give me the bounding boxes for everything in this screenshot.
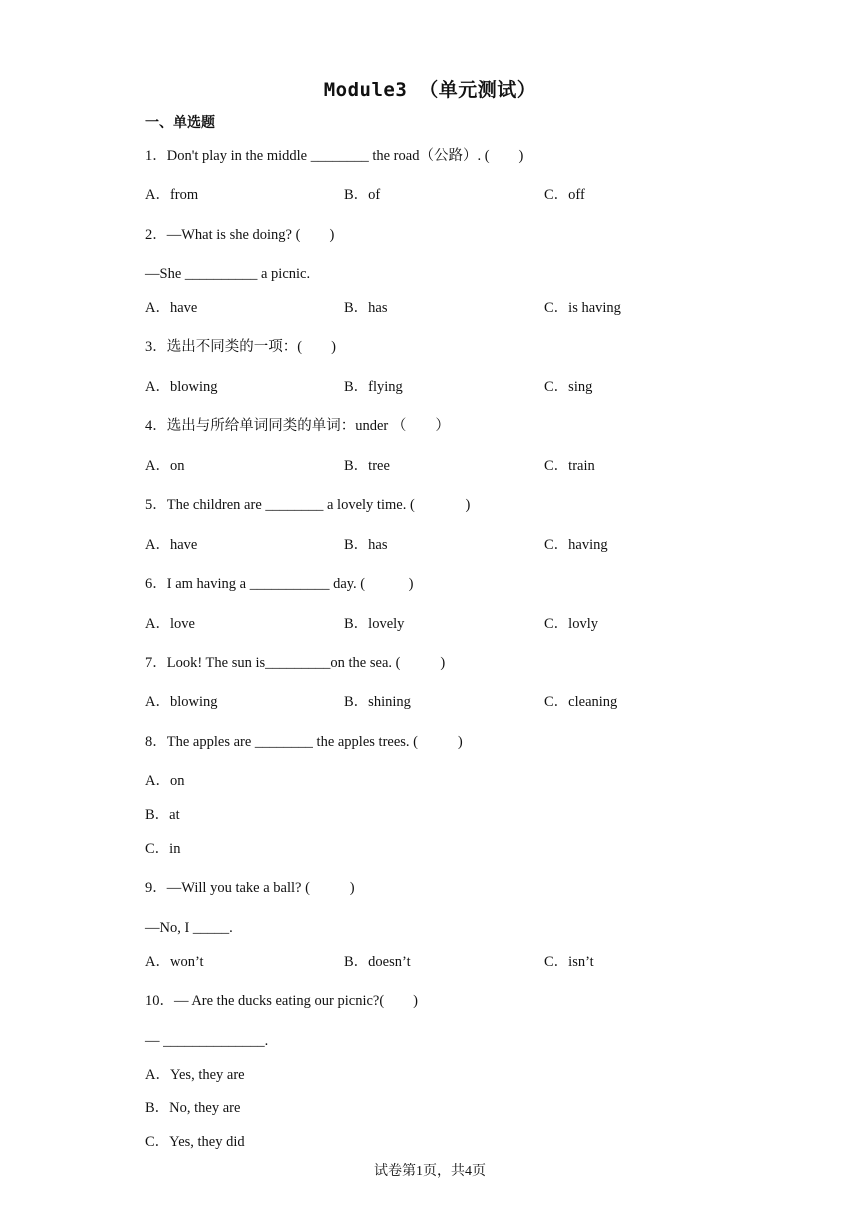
question-8-stem: 8．The apples are ________ the apples trees. ( ) (145, 734, 463, 750)
page-title: Module3 （单元测试） (323, 79, 537, 101)
question-9-option-a: A．won’t (145, 954, 204, 970)
question-8-option-b: B．at (145, 807, 180, 823)
question-1-stem: 1．Don't play in the middle ________ the road（公路）. ( ) (145, 148, 524, 164)
question-8-option-c: C．in (145, 841, 181, 857)
question-7-option-b: B．shining (344, 694, 411, 710)
question-2-option-c: C．is having (544, 300, 621, 316)
question-9-stem: 9．—Will you take a ball? ( ) (145, 880, 355, 896)
question-5-option-c: C．having (544, 537, 608, 553)
question-10-option-a: A．Yes, they are (145, 1067, 245, 1083)
question-2-stem: 2．—What is she doing? ( ) (145, 227, 335, 243)
section-heading: 一、单选题 (145, 115, 215, 131)
question-1-option-c: C．off (544, 187, 585, 203)
question-1-option-b: B．of (344, 187, 381, 203)
question-6-option-c: C．lovly (544, 616, 598, 632)
question-4-stem: 4．选出与所给单词同类的单词：under （ ） (145, 418, 450, 434)
question-3-option-a: A．blowing (145, 379, 218, 395)
question-5-stem: 5．The children are ________ a lovely time. ( ) (145, 497, 471, 513)
question-2-answer-line: —She __________ a picnic. (145, 266, 311, 282)
question-2-option-b: B．has (344, 300, 388, 316)
question-4-option-c: C．train (544, 458, 595, 474)
question-5-option-a: A．have (145, 537, 198, 553)
question-9-option-b: B．doesn’t (344, 954, 411, 970)
question-7-option-a: A．blowing (145, 694, 218, 710)
question-3-stem: 3．选出不同类的一项：( ) (145, 339, 336, 355)
question-10-option-c: C．Yes, they did (145, 1134, 245, 1150)
question-8-option-a: A．on (145, 773, 185, 789)
question-6-option-b: B．lovely (344, 616, 405, 632)
question-10-stem: 10．— Are the ducks eating our picnic?( ) (145, 993, 419, 1009)
question-10-answer-line: — ______________. (145, 1033, 269, 1049)
question-6-stem: 6．I am having a ___________ day. ( ) (145, 576, 414, 592)
question-9-answer-line: —No, I _____. (145, 920, 233, 936)
question-1-option-a: A．from (145, 187, 199, 203)
question-6-option-a: A．love (145, 616, 195, 632)
question-4-option-a: A．on (145, 458, 185, 474)
question-2-option-a: A．have (145, 300, 198, 316)
page-footer: 试卷第1页，共4页 (374, 1164, 486, 1179)
question-3-option-b: B．flying (344, 379, 403, 395)
question-7-option-c: C．cleaning (544, 694, 618, 710)
question-3-option-c: C．sing (544, 379, 593, 395)
question-10-option-b: B．No, they are (145, 1100, 241, 1116)
question-4-option-b: B．tree (344, 458, 390, 474)
question-7-stem: 7．Look! The sun is_________on the sea. ( ) (145, 655, 446, 671)
question-9-option-c: C．isn’t (544, 954, 594, 970)
question-5-option-b: B．has (344, 537, 388, 553)
